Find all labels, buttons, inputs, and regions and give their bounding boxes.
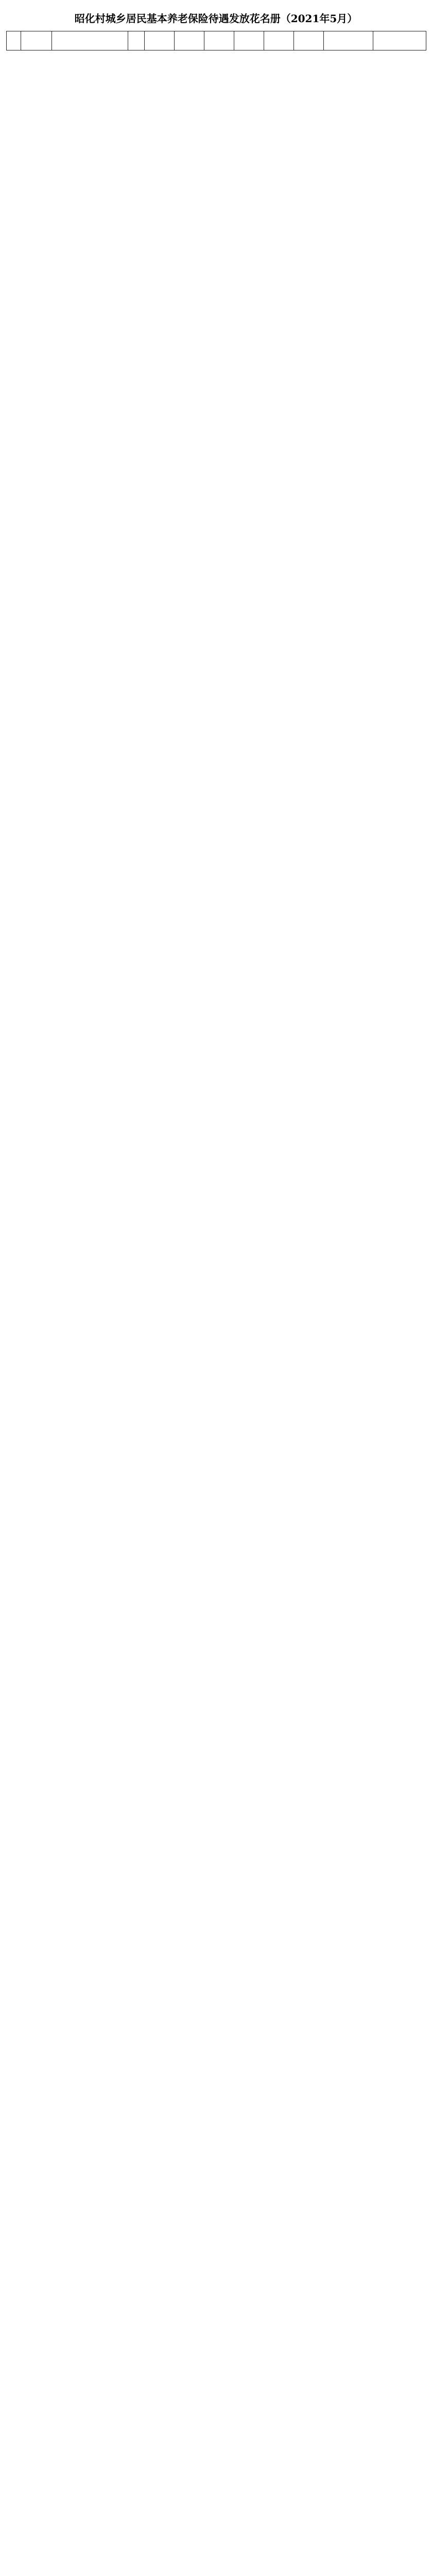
column-header-c10 xyxy=(294,31,324,50)
header-row xyxy=(7,31,426,50)
column-header-name xyxy=(21,31,52,50)
column-header-c9 xyxy=(264,31,294,50)
table-header xyxy=(7,31,426,50)
column-header-c8 xyxy=(234,31,264,50)
column-header-age xyxy=(128,31,145,50)
column-header-c11 xyxy=(324,31,373,50)
column-header-c7 xyxy=(204,31,234,50)
column-header-c5 xyxy=(145,31,175,50)
column-header-seq xyxy=(7,31,21,50)
column-header-c6 xyxy=(175,31,204,50)
pension-roster-table xyxy=(6,31,426,50)
column-header-c12 xyxy=(373,31,426,50)
column-header-address xyxy=(52,31,128,50)
document-title: 昭化村城乡居民基本养老保险待遇发放花名册（2021年5月） xyxy=(74,12,358,25)
